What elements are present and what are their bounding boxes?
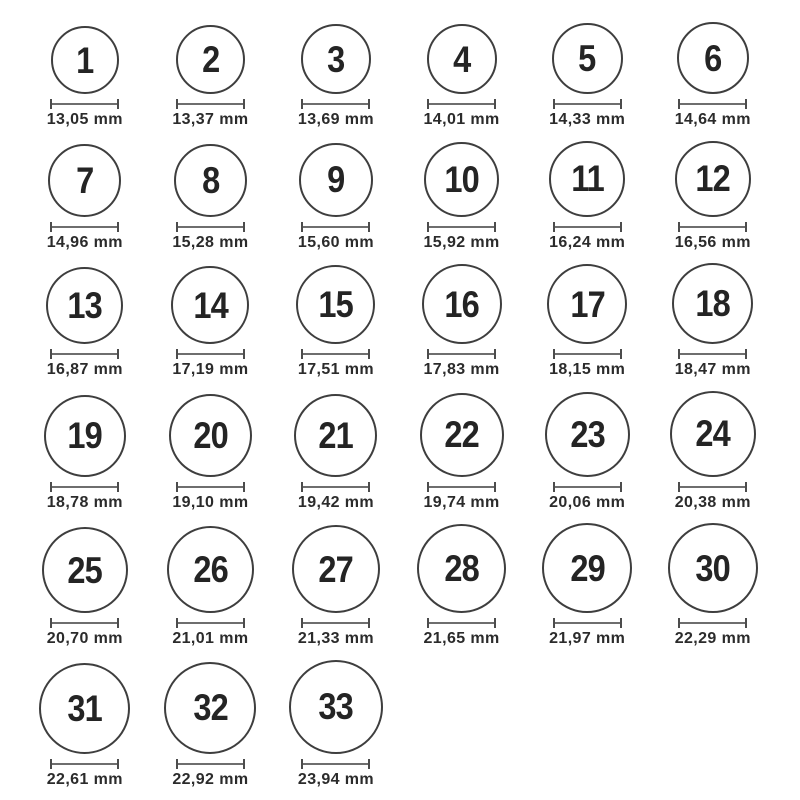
ring-size-cell: [148, 662, 274, 789]
diameter-measure-line: [176, 222, 245, 232]
measure-line-icon: [429, 622, 494, 624]
diameter-label: 13,05 mm: [46, 111, 123, 128]
diameter-measure-line: [176, 482, 245, 492]
diameter-measure-line: [301, 99, 370, 109]
ring-size-row: [22, 391, 800, 512]
measure-tick-right-icon: [117, 482, 119, 492]
ring-size-row: [22, 141, 800, 252]
measure-tick-right-icon: [368, 618, 370, 628]
ring-circle: [299, 143, 373, 217]
ring-size-cell: [650, 391, 776, 512]
ring-circle: [46, 267, 123, 344]
measure-tick-right-icon: [745, 99, 747, 109]
ring-size-cell: [399, 24, 525, 129]
ring-size-cell: [399, 264, 525, 379]
ring-size-cell: [524, 141, 650, 252]
diameter-measure-line: [678, 618, 747, 628]
diameter-measure-line: [301, 349, 370, 359]
ring-size-number: 17: [569, 283, 605, 325]
ring-size-row: [22, 263, 800, 379]
ring-circle: [48, 144, 121, 217]
measure-tick-right-icon: [620, 222, 622, 232]
ring-circle: [171, 266, 249, 344]
diameter-label: 18,15 mm: [549, 361, 626, 379]
diameter-label: 15,60 mm: [297, 233, 375, 251]
ring-circle: [424, 142, 499, 217]
measure-tick-right-icon: [494, 222, 496, 232]
measure-tick-right-icon: [368, 482, 370, 492]
ring-size-cell: [22, 395, 148, 512]
diameter-label: 19,42 mm: [297, 493, 375, 511]
diameter-measure-line: [50, 482, 119, 492]
measure-tick-right-icon: [243, 349, 245, 359]
ring-size-cell: [22, 26, 148, 129]
measure-tick-right-icon: [368, 349, 370, 359]
ring-circle: [39, 663, 130, 754]
ring-size-cell: [399, 142, 525, 252]
measure-tick-right-icon: [368, 222, 370, 232]
ring-size-cell: [148, 144, 274, 252]
diameter-label: 14,01 mm: [423, 111, 500, 128]
ring-circle: [427, 24, 497, 94]
ring-size-cell: [650, 141, 776, 252]
diameter-label: 15,92 mm: [423, 233, 500, 251]
ring-size-number: 12: [695, 158, 730, 200]
ring-circle: [668, 523, 758, 613]
diameter-measure-line: [427, 222, 496, 232]
measure-tick-right-icon: [117, 759, 119, 769]
ring-size-number: 31: [67, 687, 103, 729]
ring-size-row: [22, 523, 800, 648]
diameter-measure-line: [678, 482, 747, 492]
diameter-measure-line: [427, 349, 496, 359]
ring-size-number: 5: [578, 38, 596, 79]
diameter-measure-line: [176, 99, 245, 109]
ring-size-cell: [650, 263, 776, 379]
measure-tick-right-icon: [243, 99, 245, 109]
diameter-label: 17,19 mm: [172, 361, 249, 379]
ring-size-cell: [148, 526, 274, 648]
measure-line-icon: [303, 486, 368, 488]
diameter-measure-line: [50, 222, 119, 232]
measure-line-icon: [178, 226, 243, 228]
measure-line-icon: [303, 103, 368, 105]
ring-circle: [675, 141, 751, 217]
ring-circle: [167, 526, 254, 613]
measure-tick-right-icon: [117, 99, 119, 109]
ring-circle: [42, 527, 128, 613]
ring-circle: [547, 264, 627, 344]
ring-circle: [545, 392, 630, 477]
ring-circle: [549, 141, 625, 217]
ring-size-cell: [22, 527, 148, 648]
measure-tick-right-icon: [243, 222, 245, 232]
ring-size-number: 29: [569, 547, 605, 589]
ring-size-number: 28: [444, 548, 479, 590]
measure-line-icon: [680, 622, 745, 624]
diameter-measure-line: [50, 349, 119, 359]
ring-size-row: [22, 22, 800, 129]
ring-size-number: 24: [695, 413, 730, 455]
measure-line-icon: [303, 763, 368, 765]
diameter-label: 14,64 mm: [674, 111, 751, 128]
ring-size-cell: [273, 24, 399, 129]
ring-circle: [176, 25, 245, 94]
ring-size-number: 20: [193, 414, 228, 456]
measure-line-icon: [178, 763, 243, 765]
ring-size-cell: [148, 266, 274, 379]
ring-circle: [292, 525, 380, 613]
diameter-measure-line: [553, 222, 622, 232]
ring-size-number: 9: [327, 159, 345, 201]
measure-line-icon: [429, 226, 494, 228]
measure-line-icon: [555, 353, 620, 355]
diameter-measure-line: [427, 482, 496, 492]
measure-tick-right-icon: [117, 349, 119, 359]
diameter-measure-line: [553, 349, 622, 359]
ring-circle: [552, 23, 623, 94]
diameter-measure-line: [553, 482, 622, 492]
diameter-measure-line: [427, 99, 496, 109]
diameter-label: 20,06 mm: [549, 493, 626, 511]
diameter-measure-line: [50, 618, 119, 628]
measure-line-icon: [555, 486, 620, 488]
ring-size-number: 32: [193, 687, 228, 729]
ring-size-cell: [524, 392, 650, 512]
diameter-measure-line: [301, 222, 370, 232]
ring-size-cell: [273, 143, 399, 252]
measure-tick-right-icon: [494, 99, 496, 109]
ring-size-number: 27: [318, 548, 354, 590]
diameter-measure-line: [553, 618, 622, 628]
diameter-label: 13,37 mm: [172, 111, 249, 128]
ring-size-cell: [524, 264, 650, 379]
diameter-label: 17,83 mm: [423, 361, 500, 379]
ring-size-number: 13: [67, 285, 103, 327]
ring-size-cell: [148, 394, 274, 512]
ring-size-cell: [22, 663, 148, 789]
measure-line-icon: [52, 353, 117, 355]
ring-size-cell: [273, 660, 399, 789]
ring-circle: [677, 22, 749, 94]
ring-size-number: 10: [444, 158, 479, 200]
ring-size-number: 11: [570, 158, 604, 200]
ring-size-number: 33: [318, 686, 354, 728]
ring-size-number: 22: [444, 414, 479, 456]
diameter-label: 19,74 mm: [423, 493, 500, 511]
measure-line-icon: [178, 353, 243, 355]
measure-tick-right-icon: [368, 99, 370, 109]
diameter-label: 14,96 mm: [46, 233, 123, 251]
diameter-measure-line: [678, 222, 747, 232]
ring-size-cell: [524, 523, 650, 648]
diameter-label: 14,33 mm: [549, 111, 626, 128]
ring-size-number: 3: [327, 38, 345, 80]
diameter-label: 16,87 mm: [46, 361, 123, 379]
measure-line-icon: [52, 103, 117, 105]
measure-line-icon: [178, 103, 243, 105]
diameter-label: 21,33 mm: [297, 630, 375, 648]
ring-size-cell: [650, 22, 776, 129]
measure-line-icon: [680, 486, 745, 488]
ring-size-number: 26: [193, 549, 228, 591]
measure-tick-right-icon: [368, 759, 370, 769]
measure-line-icon: [178, 486, 243, 488]
measure-line-icon: [555, 226, 620, 228]
diameter-label: 22,29 mm: [674, 630, 751, 648]
ring-size-number: 15: [318, 284, 354, 326]
ring-size-cell: [22, 267, 148, 379]
measure-tick-right-icon: [494, 349, 496, 359]
measure-line-icon: [555, 103, 620, 105]
diameter-label: 18,47 mm: [674, 361, 751, 379]
measure-tick-right-icon: [243, 482, 245, 492]
ring-circle: [417, 524, 506, 613]
diameter-measure-line: [553, 99, 622, 109]
measure-line-icon: [52, 486, 117, 488]
ring-size-number: 2: [201, 39, 219, 80]
ring-size-number: 23: [569, 413, 605, 455]
diameter-measure-line: [301, 482, 370, 492]
diameter-label: 21,01 mm: [172, 630, 249, 648]
measure-tick-right-icon: [494, 618, 496, 628]
measure-tick-right-icon: [117, 618, 119, 628]
ring-circle: [542, 523, 632, 613]
ring-size-cell: [399, 524, 525, 648]
diameter-label: 13,69 mm: [297, 111, 375, 128]
measure-line-icon: [680, 103, 745, 105]
ring-size-cell: [273, 265, 399, 379]
diameter-label: 21,97 mm: [549, 630, 626, 648]
ring-size-number: 4: [452, 38, 471, 80]
diameter-label: 17,51 mm: [297, 361, 375, 379]
measure-tick-right-icon: [243, 759, 245, 769]
measure-tick-right-icon: [620, 618, 622, 628]
measure-line-icon: [680, 353, 745, 355]
ring-size-cell: [273, 525, 399, 648]
measure-line-icon: [429, 353, 494, 355]
ring-circle: [422, 264, 502, 344]
measure-line-icon: [303, 226, 368, 228]
measure-line-icon: [429, 103, 494, 105]
ring-circle: [169, 394, 252, 477]
measure-line-icon: [429, 486, 494, 488]
diameter-label: 22,61 mm: [46, 770, 123, 788]
diameter-measure-line: [678, 349, 747, 359]
measure-tick-right-icon: [243, 618, 245, 628]
ring-circle: [174, 144, 247, 217]
measure-line-icon: [52, 622, 117, 624]
ring-circle: [51, 26, 119, 94]
ring-size-cell: [22, 144, 148, 252]
ring-size-number: 16: [444, 283, 479, 325]
measure-tick-right-icon: [620, 349, 622, 359]
measure-line-icon: [555, 622, 620, 624]
measure-tick-right-icon: [620, 482, 622, 492]
diameter-measure-line: [678, 99, 747, 109]
ring-size-number: 30: [695, 547, 730, 589]
measure-tick-right-icon: [745, 222, 747, 232]
measure-tick-right-icon: [745, 349, 747, 359]
diameter-label: 22,92 mm: [172, 770, 249, 788]
diameter-label: 15,28 mm: [172, 233, 249, 251]
ring-size-number: 6: [704, 37, 722, 79]
ring-size-number: 8: [201, 159, 219, 201]
diameter-measure-line: [176, 759, 245, 769]
diameter-label: 18,78 mm: [46, 493, 123, 511]
ring-circle: [164, 662, 256, 754]
ring-circle: [420, 393, 504, 477]
ring-circle: [672, 263, 753, 344]
diameter-measure-line: [176, 618, 245, 628]
ring-size-cell: [524, 23, 650, 129]
diameter-label: 16,24 mm: [549, 233, 626, 251]
measure-line-icon: [52, 226, 117, 228]
diameter-label: 23,94 mm: [297, 770, 375, 788]
ring-size-number: 25: [67, 549, 103, 591]
ring-size-number: 1: [76, 39, 94, 81]
diameter-label: 16,56 mm: [674, 233, 751, 251]
ring-circle: [44, 395, 126, 477]
diameter-measure-line: [50, 759, 119, 769]
diameter-label: 21,65 mm: [423, 630, 500, 648]
ring-circle: [301, 24, 371, 94]
ring-size-cell: [273, 394, 399, 512]
measure-tick-right-icon: [117, 222, 119, 232]
ring-size-cell: [399, 393, 525, 512]
ring-circle: [296, 265, 375, 344]
ring-size-number: 19: [67, 415, 103, 457]
diameter-measure-line: [427, 618, 496, 628]
ring-size-cell: [650, 523, 776, 648]
measure-line-icon: [178, 622, 243, 624]
measure-line-icon: [303, 622, 368, 624]
diameter-measure-line: [176, 349, 245, 359]
measure-line-icon: [52, 763, 117, 765]
diameter-measure-line: [50, 99, 119, 109]
measure-tick-right-icon: [494, 482, 496, 492]
diameter-measure-line: [301, 759, 370, 769]
ring-size-number: 7: [76, 159, 94, 201]
ring-size-number: 21: [318, 414, 354, 456]
measure-tick-right-icon: [745, 618, 747, 628]
ring-size-number: 18: [695, 283, 730, 325]
diameter-label: 20,38 mm: [674, 493, 751, 511]
ring-size-row: [22, 660, 800, 789]
measure-line-icon: [680, 226, 745, 228]
ring-size-number: 14: [193, 284, 228, 326]
diameter-measure-line: [301, 618, 370, 628]
diameter-label: 19,10 mm: [172, 493, 249, 511]
ring-circle: [294, 394, 377, 477]
ring-circle: [670, 391, 756, 477]
ring-size-cell: [148, 25, 274, 129]
measure-tick-right-icon: [745, 482, 747, 492]
measure-tick-right-icon: [620, 99, 622, 109]
diameter-label: 20,70 mm: [46, 630, 123, 648]
ring-circle: [289, 660, 383, 754]
measure-line-icon: [303, 353, 368, 355]
